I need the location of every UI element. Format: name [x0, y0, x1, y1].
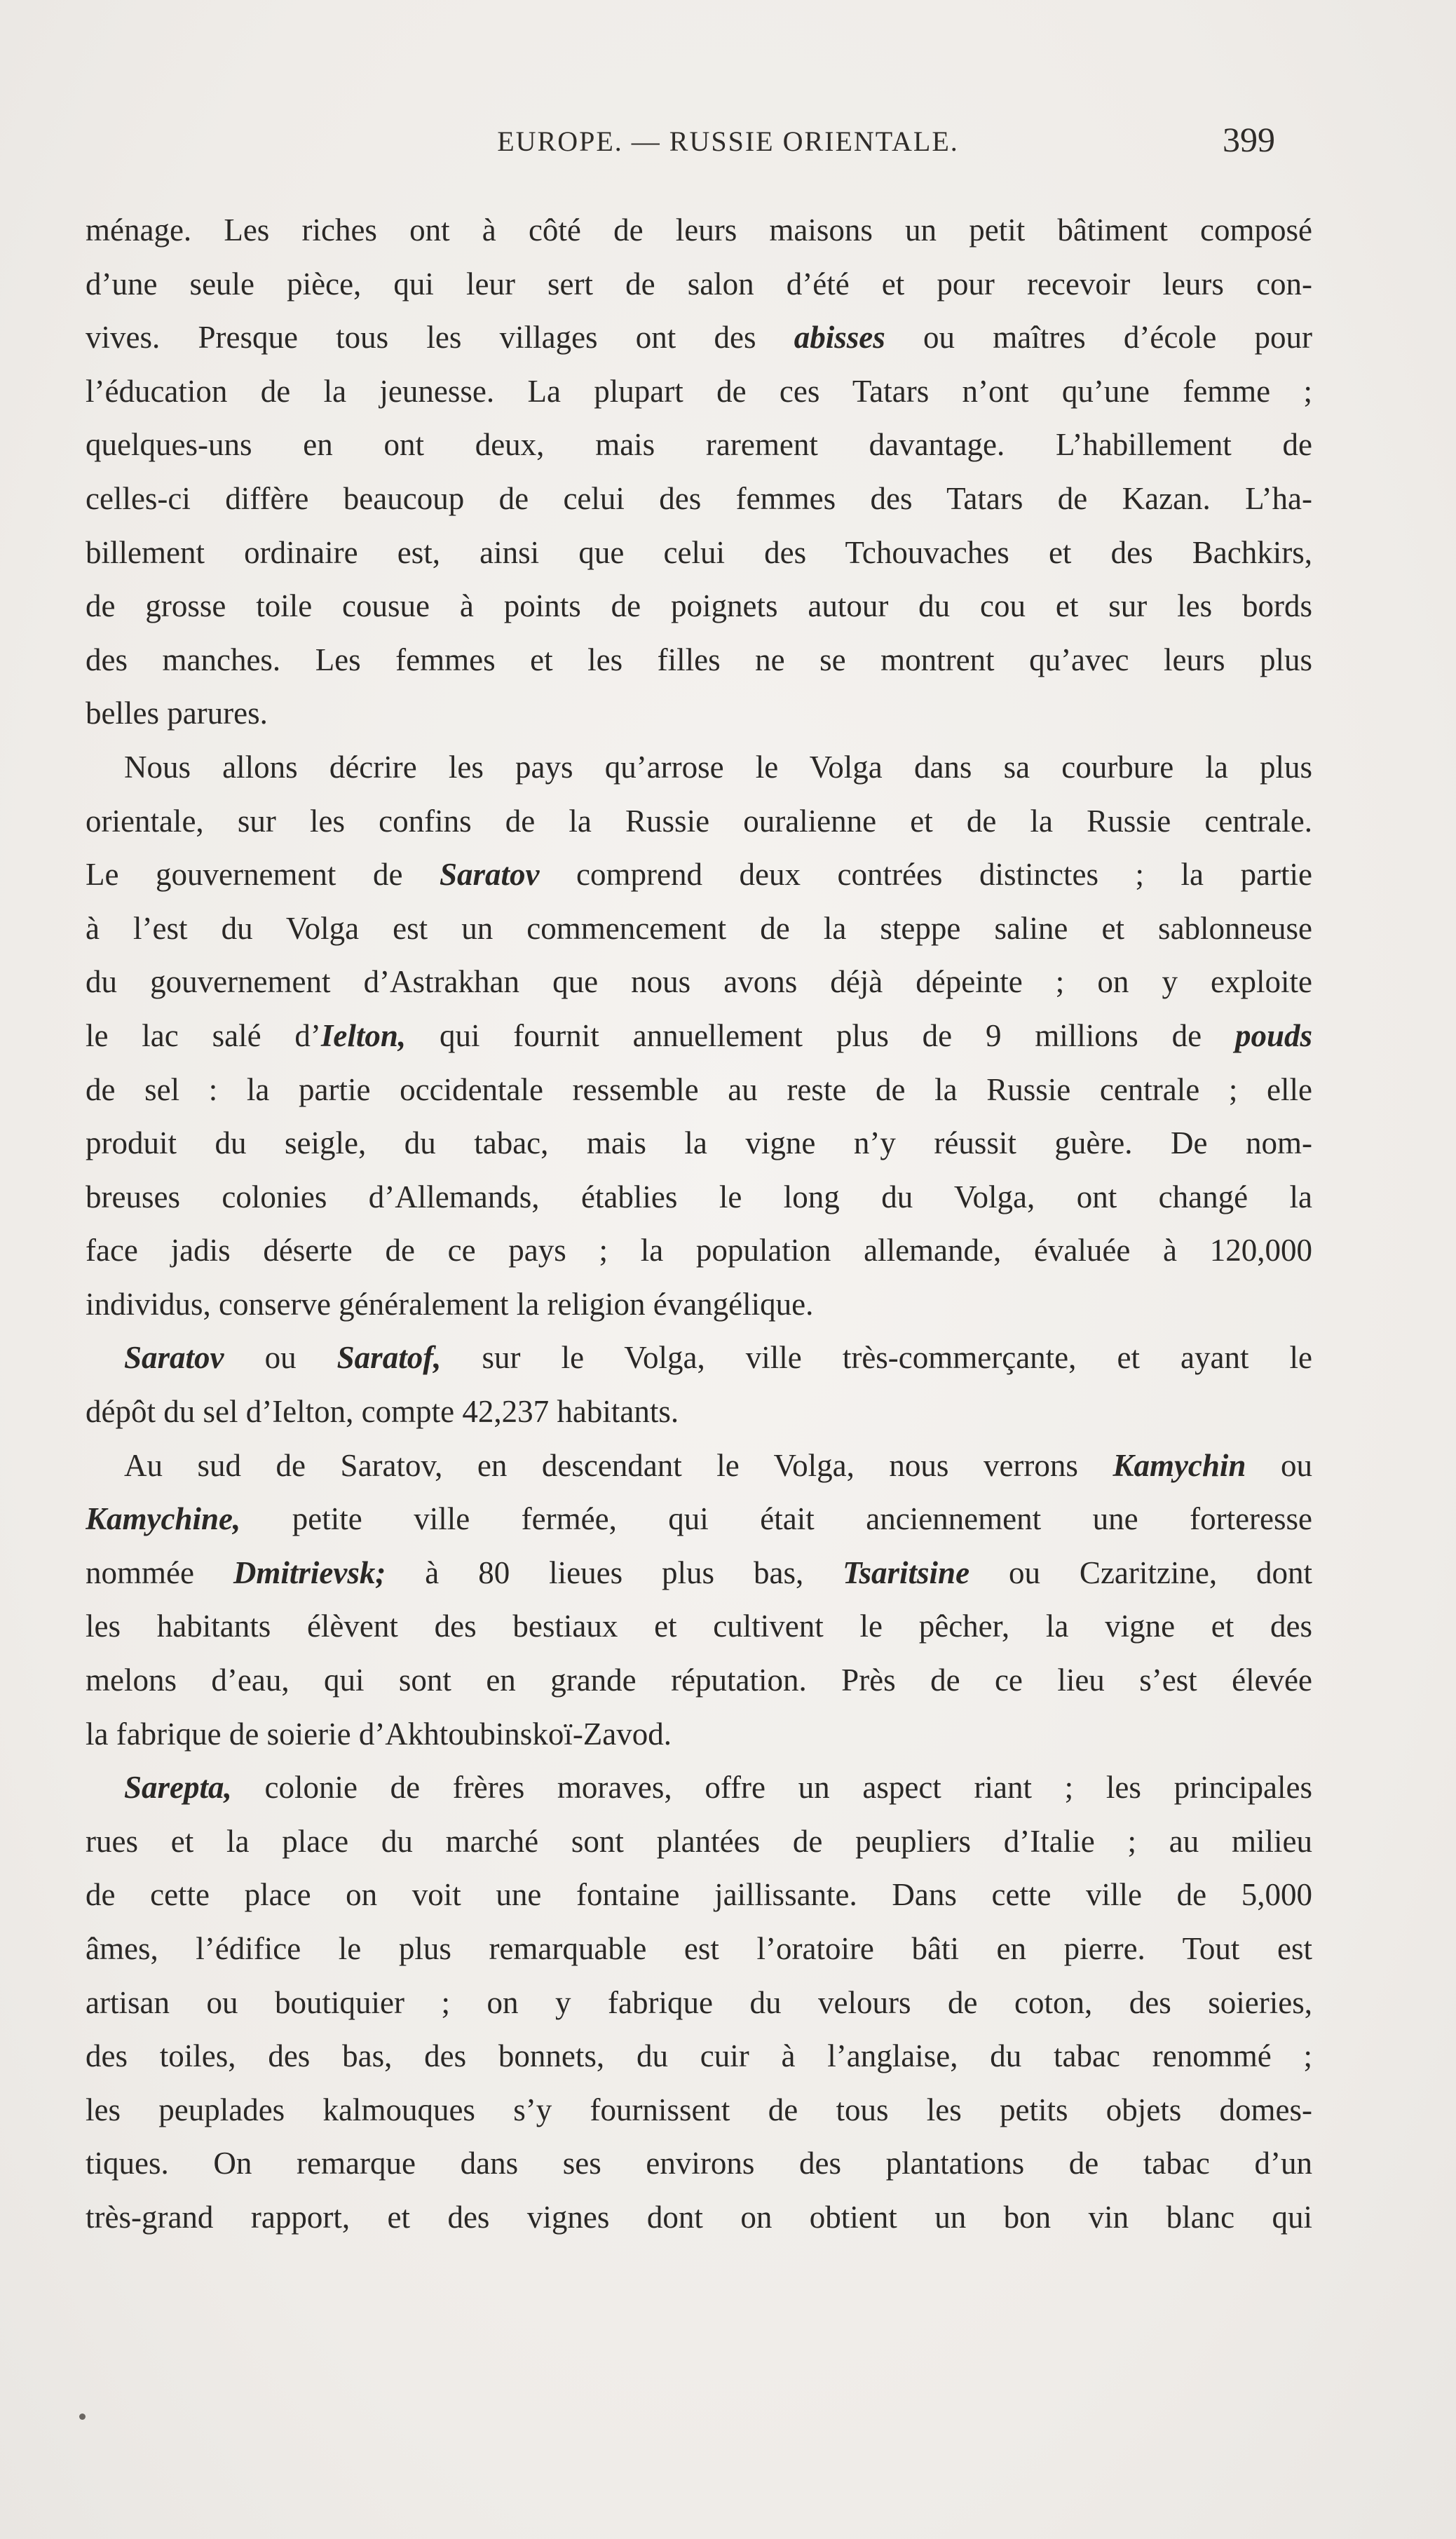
text-segment: à 80 lieues plus bas, [386, 1555, 843, 1590]
italic-term: Kamychine, [86, 1501, 241, 1537]
italic-term: Dmitrievsk; [233, 1555, 386, 1590]
text-segment: de grosse toile cousue à points de poignets autour du cou et sur les bords [86, 588, 1312, 624]
body-text [86, 203, 1312, 2245]
page-number: 399 [1223, 120, 1275, 159]
text-segment: rues et la place du marché sont plantées de peupliers d’Italie ; au milieu [86, 1823, 1312, 1859]
italic-term: Saratof, [336, 1340, 442, 1376]
text-line [86, 1170, 1312, 1224]
text-segment: petite ville fermée, qui était anciennement une forteresse [240, 1501, 1312, 1537]
text-line [86, 1707, 1312, 1761]
running-head [0, 120, 1456, 174]
text-line [86, 472, 1312, 526]
ink-speck [79, 2413, 86, 2420]
text-line [86, 2083, 1312, 2137]
text-segment: face jadis déserte de ce pays ; la population allemande, évaluée à 120,000 [86, 1233, 1312, 1268]
text-line [86, 1492, 1312, 1546]
text-segment: quelques-uns en ont deux, mais rarement davantage. L’habillement de [86, 427, 1312, 463]
text-segment: de sel : la partie occidentale ressemble au reste de la Russie centrale ; elle [86, 1071, 1312, 1107]
text-line [86, 740, 1312, 794]
text-segment: âmes, l’édifice le plus remarquable est l’oratoire bâti en pierre. Tout est [86, 1931, 1312, 1966]
text-segment: ou [224, 1340, 337, 1376]
text-line [86, 1224, 1312, 1278]
text-segment: ménage. Les riches ont à côté de leurs maisons un petit bâtiment composé [86, 212, 1312, 248]
text-segment: individus, conserve généralement la religion évangélique. [86, 1286, 814, 1322]
text-line [86, 1546, 1312, 1600]
text-segment: orientale, sur les confins de la Russie ouralienne et de la Russie centrale. [86, 803, 1312, 839]
text-line [86, 1868, 1312, 1922]
text-segment: artisan ou boutiquier ; on y fabrique du velours de coton, des soieries, [86, 1984, 1312, 2020]
text-segment: l’éducation de la jeunesse. La plupart de ces Tatars n’ont qu’une femme ; [86, 373, 1312, 409]
italic-term: abisses [794, 320, 885, 356]
text-line [86, 1922, 1312, 1976]
text-line [86, 1761, 1312, 1815]
text-line [86, 794, 1312, 848]
text-line [86, 955, 1312, 1009]
text-line [86, 579, 1312, 633]
text-line [86, 526, 1312, 580]
text-line [86, 633, 1312, 687]
text-line [86, 311, 1312, 365]
text-segment: Nous allons décrire les pays qu’arrose le Volga dans sa courbure la plus [124, 749, 1312, 785]
text-line [86, 1653, 1312, 1707]
text-segment: qui fournit annuellement plus de 9 millions de [406, 1017, 1235, 1053]
text-segment: du gouvernement d’Astrakhan que nous avons déjà dépeinte ; on y exploite [86, 964, 1312, 1000]
text-line [86, 1116, 1312, 1170]
text-line [86, 686, 1312, 740]
text-segment: ou maîtres d’école pour [885, 320, 1312, 356]
text-segment: les habitants élèvent des bestiaux et cultivent le pêcher, la vigne et des [86, 1609, 1312, 1644]
text-segment: dépôt du sel d’Ielton, compte 42,237 habitants. [86, 1394, 679, 1430]
text-segment: nommée [86, 1555, 233, 1590]
italic-term: Saratov [124, 1340, 224, 1376]
italic-term: Kamychin [1113, 1447, 1246, 1483]
italic-term: Tsaritsine [843, 1555, 970, 1590]
text-segment: melons d’eau, qui sont en grande réputation. Près de ce lieu s’est élevée [86, 1663, 1312, 1698]
text-line [86, 2191, 1312, 2245]
text-line [86, 1439, 1312, 1493]
text-line [86, 1278, 1312, 1332]
text-segment: breuses colonies d’Allemands, établies le long du Volga, ont changé la [86, 1179, 1312, 1214]
text-segment: vives. Presque tous les villages ont des [86, 320, 794, 356]
text-line [86, 1331, 1312, 1385]
text-segment: les peuplades kalmouques s’y fournissent de tous les petits objets domes- [86, 2092, 1312, 2127]
text-segment: sur le Volga, ville très-commerçante, et ayant le [441, 1340, 1312, 1376]
italic-term: Saratov [439, 857, 540, 893]
text-line [86, 2029, 1312, 2083]
text-segment: très-grand rapport, et des vignes dont on obtient un bon vin blanc qui [86, 2199, 1312, 2235]
text-segment: à l’est du Volga est un commencement de la steppe saline et sablonneuse [86, 910, 1312, 946]
text-line [86, 1009, 1312, 1063]
running-title: EUROPE. — RUSSIE ORIENTALE. [497, 126, 959, 157]
text-segment: le lac salé d’ [86, 1017, 321, 1053]
text-segment: ou Czaritzine, dont [969, 1555, 1312, 1590]
text-line [86, 848, 1312, 902]
text-line [86, 365, 1312, 419]
text-line [86, 418, 1312, 472]
text-segment: ou [1246, 1447, 1312, 1483]
text-line [86, 2137, 1312, 2191]
text-segment: comprend deux contrées distinctes ; la partie [539, 857, 1312, 893]
text-segment: Le gouvernement de [86, 857, 440, 893]
text-segment: de cette place on voit une fontaine jaillissante. Dans cette ville de 5,000 [86, 1877, 1312, 1913]
text-segment: produit du seigle, du tabac, mais la vigne n’y réussit guère. De nom- [86, 1125, 1312, 1161]
text-line [86, 1063, 1312, 1117]
text-segment: belles parures. [86, 696, 268, 731]
text-segment: d’une seule pièce, qui leur sert de salon d’été et pour recevoir leurs con- [86, 266, 1312, 302]
text-segment: colonie de frères moraves, offre un aspect riant ; les principales [231, 1770, 1312, 1806]
text-segment: celles-ci diffère beaucoup de celui des femmes des Tatars de Kazan. L’ha- [86, 480, 1312, 516]
italic-term: pouds [1234, 1017, 1312, 1053]
text-segment: la fabrique de soierie d’Akhtoubinskoï-Zavod. [86, 1716, 672, 1752]
italic-term: Sarepta, [124, 1770, 232, 1806]
text-segment: tiques. On remarque dans ses environs des plantations de tabac d’un [86, 2146, 1312, 2181]
italic-term: Ielton, [320, 1017, 407, 1053]
text-line [86, 257, 1312, 311]
text-line [86, 902, 1312, 956]
text-line [86, 1599, 1312, 1653]
text-line [86, 203, 1312, 257]
text-segment: des manches. Les femmes et les filles ne se montrent qu’avec leurs plus [86, 642, 1312, 677]
text-segment: Au sud de Saratov, en descendant le Volga, nous verrons [124, 1447, 1113, 1483]
text-segment: des toiles, des bas, des bonnets, du cuir à l’anglaise, du tabac renommé ; [86, 2038, 1312, 2074]
text-line [86, 1385, 1312, 1439]
text-line [86, 1976, 1312, 2030]
text-segment: billement ordinaire est, ainsi que celui des Tchouvaches et des Bachkirs, [86, 534, 1312, 570]
text-line [86, 1815, 1312, 1869]
